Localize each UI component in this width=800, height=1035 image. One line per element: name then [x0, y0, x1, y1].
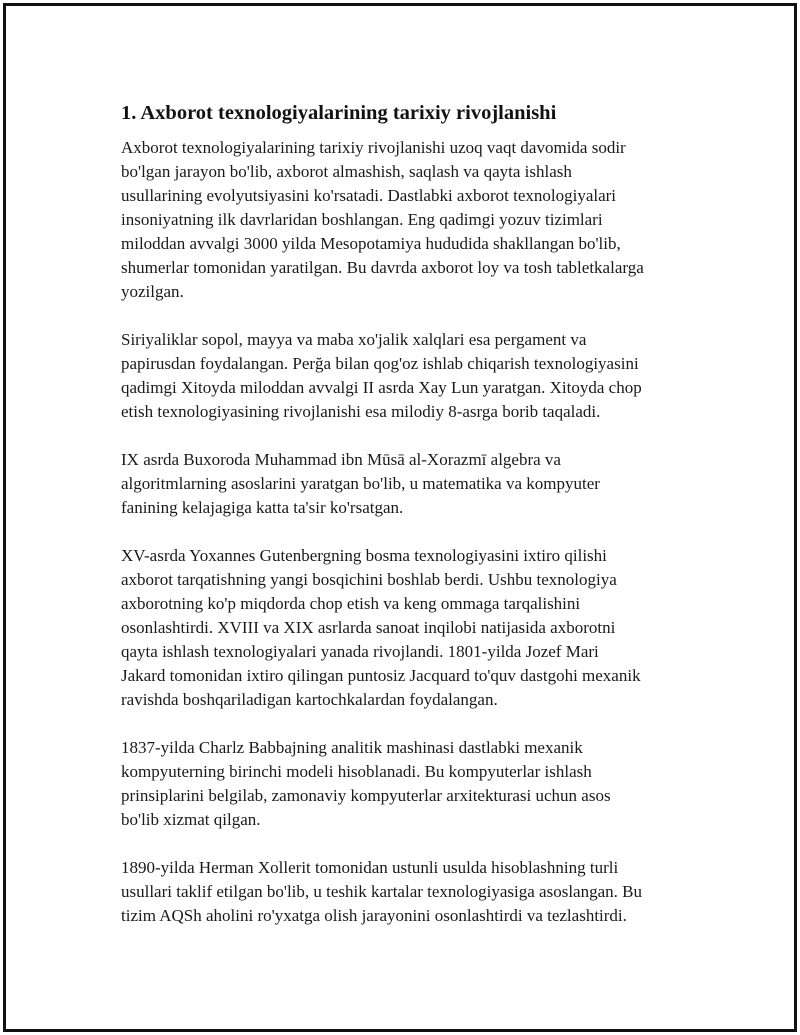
- paragraph-5: 1837-yilda Charlz Babbajning analitik mashinasi dastlabki mexanik kompyuterning birinchi modeli hisoblanadi. Bu kompyuterlar ishlash prinsiplarini belgilab, zamonaviy kompyuterlar arxitekturasi uchun asos bo'lib xizmat qilgan.: [121, 738, 611, 829]
- page-frame: [3, 3, 797, 1032]
- section-heading: 1. Axborot texnologiyalarining tarixiy rivojlanishi: [121, 102, 557, 124]
- paragraph-1: Axborot texnologiyalarining tarixiy rivojlanishi uzoq vaqt davomida sodir bo'lgan jarayon bo'lib, axborot almashish, saqlash va qayta ishlash usullarining evolyutsiyasini ko'rsatadi. Dastlabki axborot texnologiyalari insoniyatning ilk davrlaridan boshlangan. Eng qadimgi yozuv tizimlari miloddan avvalgi 3000 yilda Mesopotamiya hududida shakllangan bo'lib, shumerlar tomonidan yaratilgan. Bu davrda axborot loy va tosh tabletkalarga yozilgan.: [121, 138, 644, 301]
- paragraph-4: XV-asrda Yoxannes Gutenbergning bosma texnologiyasini ixtiro qilishi axborot tarqatishning yangi bosqichini boshlab berdi. Ushbu texnologiya axborotning ko'p miqdorda chop etish va keng ommaga tarqalishini osonlashtirdi. XVIII va XIX asrlarda sanoat inqilobi natijasida axborotni qayta ishlash texnologiyalari yanada rivojlandi. 1801-yilda Jozef Mari Jakard tomonidan ixtiro qilingan puntosiz Jacquard to'quv dastgohi mexanik ravishda boshqariladigan kartochkalardan foydalangan.: [121, 546, 641, 709]
- paragraph-2: Siriyaliklar sopol, mayya va maba xo'jalik xalqlari esa pergament va papirusdan foydalangan. Perğa bilan qog'oz ishlab chiqarish texnologiyasini qadimgi Xitoyda miloddan avvalgi II asrda Xay Lun yaratgan. Xitoyda chop etish texnologiyasining rivojlanishi esa milodiy 8-asrga borib taqaladi.: [121, 330, 642, 421]
- paragraph-3: IX asrda Buxoroda Muhammad ibn Mūsā al-Xorazmī algebra va algoritmlarning asoslarini yaratgan bo'lib, u matematika va kompyuter fanining kelajagiga katta ta'sir ko'rsatgan.: [121, 450, 600, 517]
- paragraph-6: 1890-yilda Herman Xollerit tomonidan ustunli usulda hisoblashning turli usullari taklif etilgan bo'lib, u teshik kartalar texnologiyasiga asoslangan. Bu tizim AQSh aholini ro'yxatga olish jarayonini osonlashtirdi va tezlashtirdi.: [121, 858, 642, 925]
- document-body: [121, 100, 721, 952]
